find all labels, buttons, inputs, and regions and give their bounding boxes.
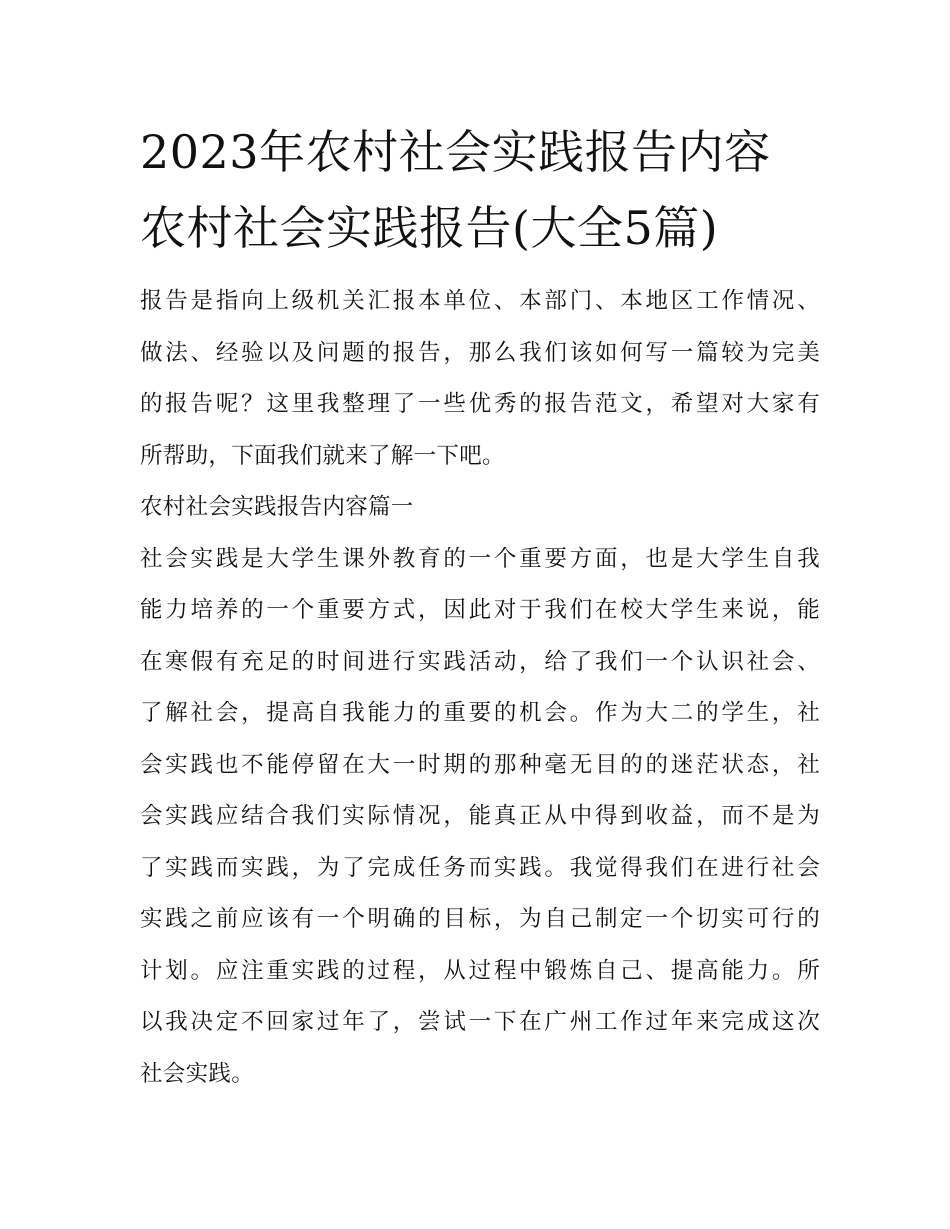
section-line: 社会实践是大学生课外教育的一个重要方面，也是大学生自我 xyxy=(140,545,820,572)
section-line: 了实践而实践，为了完成任务而实践。我觉得我们在进行社会 xyxy=(140,854,820,881)
section-paragraph xyxy=(140,534,820,1101)
section-line: 在寒假有充足的时间进行实践活动，给了我们一个认识社会、 xyxy=(140,648,820,675)
section-line: 会实践也不能停留在大一时期的那种毫无目的的迷茫状态，社 xyxy=(140,751,820,778)
intro-paragraph xyxy=(140,276,820,482)
section-line: 会实践应结合我们实际情况，能真正从中得到收益，而不是为 xyxy=(140,803,820,829)
section-line: 能力培养的一个重要方式，因此对于我们在校大学生来说，能 xyxy=(140,597,820,623)
section-line: 以我决定不回家过年了，尝试一下在广州工作过年来完成这次 xyxy=(140,1009,820,1035)
title-line-2: 农村社会实践报告(大全5篇) xyxy=(140,201,719,255)
section-line: 社会实践。 xyxy=(140,1060,255,1087)
document-body xyxy=(140,276,820,1100)
intro-line: 的报告呢？这里我整理了一些优秀的报告范文，希望对大家有 xyxy=(140,391,820,417)
section-line: 计划。应注重实践的过程，从过程中锻炼自己、提高能力。所 xyxy=(140,957,820,984)
section-line: 实践之前应该有一个明确的目标，为自己制定一个切实可行的 xyxy=(140,906,820,932)
section-heading: 农村社会实践报告内容篇一 xyxy=(140,494,414,520)
intro-line: 报告是指向上级机关汇报本单位、本部门、本地区工作情况、 xyxy=(140,288,820,314)
intro-line: 所帮助，下面我们就来了解一下吧。 xyxy=(140,442,505,469)
section-line: 了解社会，提高自我能力的重要的机会。作为大二的学生，社 xyxy=(140,700,820,726)
title-line-1: 2023年农村社会实践报告内容 xyxy=(140,125,771,179)
document-title xyxy=(140,114,820,266)
intro-line: 做法、经验以及问题的报告，那么我们该如何写一篇较为完美 xyxy=(140,339,820,366)
